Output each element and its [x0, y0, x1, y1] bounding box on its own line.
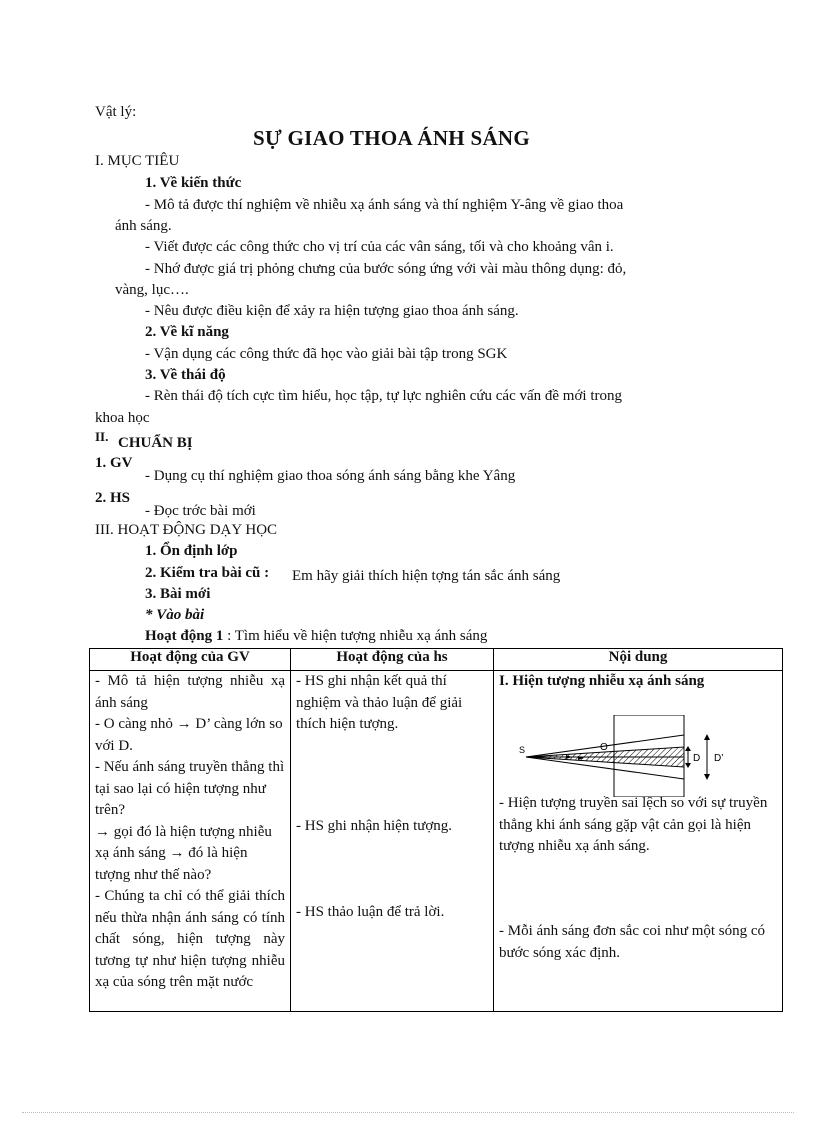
table-header-row: [90, 649, 783, 671]
knowledge-item-2: - Viết được các công thức cho vị trí của các vân sáng, tối và cho khoảng vân i.: [145, 239, 614, 255]
attitude-heading: 3. Về thái độ: [145, 367, 226, 383]
label-o: O: [600, 742, 608, 753]
footer-divider: [22, 1112, 794, 1113]
gv-label: 1. GV: [95, 455, 133, 471]
table-row: [90, 671, 783, 1012]
section-1-heading: I. MỤC TIÊU: [95, 153, 180, 169]
hs-prep-text: - Đọc trớc bài mới: [145, 503, 256, 519]
gv-item-3: - Nếu ánh sáng truyền thẳng thì tại sao lại có hiện tượng như trên?: [95, 759, 285, 818]
content-item-2: - Mỗi ánh sáng đơn sắc coi như một sóng có bước sóng xác định.: [499, 923, 766, 961]
section-3-heading: III. HOẠT ĐỘNG DẠY HỌC: [95, 522, 278, 538]
attitude-item-1-line2: khoa học: [95, 410, 150, 426]
skills-heading: 2. Về kĩ năng: [145, 324, 229, 340]
step-1: 1. Ổn định lớp: [145, 543, 238, 559]
step-2-text: Em hãy giải thích hiện tợng tán sắc ánh sáng: [292, 568, 561, 584]
knowledge-item-1-line1: - Mô tả được thí nghiệm về nhiễu xạ ánh sáng và thí nghiệm Y-âng về giao thoa: [145, 197, 624, 213]
knowledge-item-3-line1: - Nhớ được giá trị phỏng chưng của bước sóng ứng với vài màu thông dụng: đỏ,: [145, 261, 627, 277]
gv-item-2: - O càng nhỏ → D’ càng lớn so với D.: [95, 716, 283, 754]
activity-text: : Tìm hiểu về hiện tượng nhiễu xạ ánh sáng: [223, 628, 488, 644]
gv-item-1: - Mô tả hiện tượng nhiễu xạ ánh sáng: [95, 673, 285, 711]
diffraction-diagram: [518, 715, 748, 797]
activity-label: Hoạt động 1: [145, 628, 224, 644]
d-marker-bottom: [685, 763, 691, 768]
knowledge-heading: 1. Về kiến thức: [145, 175, 242, 191]
knowledge-item-4: - Nêu được điều kiện để xảy ra hiện tượng giao thoa ánh sáng.: [145, 303, 519, 319]
hs-item-3: - HS thảo luận để trả lời.: [296, 904, 445, 920]
step-2-label: 2. Kiểm tra bài cũ :: [145, 565, 270, 581]
hs-label: 2. HS: [95, 490, 131, 506]
knowledge-item-1-line2: ánh sáng.: [115, 218, 172, 234]
dprime-marker-top: [704, 734, 710, 740]
attitude-item-1-line1: - Rèn thái độ tích cực tìm hiểu, học tập, tự lực nghiên cứu các vấn đề mới trong: [145, 388, 622, 404]
header-hs: Hoạt động của hs: [291, 649, 494, 671]
gv-prep-text: - Dụng cụ thí nghiệm giao thoa sóng ánh sáng bằng khe Yâng: [145, 468, 516, 484]
gv-item-4: → gọi đó là hiện tượng nhiễu xạ ánh sáng → đó là hiện tượng như thế nào?: [95, 823, 272, 883]
section-2-heading: CHUẨN BỊ: [118, 435, 193, 451]
step-3: 3. Bài mới: [145, 586, 211, 602]
section-2-numeral: II.: [95, 429, 109, 444]
activity-table: [89, 648, 783, 1012]
content-item-1: - Hiện tượng truyền sai lệch so với sự truyền thẳng khi ánh sáng gặp vật cản gọi là hiện tượng nhiễu xạ ánh sáng.: [499, 795, 768, 854]
hs-item-1: - HS ghi nhận kết quả thí nghiệm và thảo luận để giải thích hiện tượng.: [296, 673, 463, 732]
label-d: D: [693, 753, 701, 764]
gv-cell: [90, 671, 291, 1012]
content-heading: I. Hiện tượng nhiễu xạ ánh sáng: [499, 673, 705, 689]
label-s: S: [519, 745, 526, 755]
knowledge-item-3-line2: vàng, lục….: [115, 282, 189, 298]
d-marker-top: [685, 746, 691, 751]
gv-item-5: - Chúng ta chỉ có thể giải thích nếu thừa nhận ánh sáng có tính chất sóng, hiện tượng này tương tự như hiện tượng nhiễu xạ của sóng trên mặt nước: [95, 888, 285, 990]
header-content: Nội dung: [494, 649, 783, 671]
subject-label: Vật lý:: [95, 104, 137, 120]
dprime-marker-bottom: [704, 774, 710, 780]
header-gv: Hoạt động của GV: [90, 649, 291, 671]
label-dprime: D’: [714, 753, 724, 764]
hs-item-2: - HS ghi nhận hiện tượng.: [296, 818, 453, 834]
hs-cell: [291, 671, 494, 1012]
skills-item-1: - Vận dụng các công thức đã học vào giải bài tập trong SGK: [145, 346, 508, 362]
activity-heading: [145, 628, 487, 645]
page-title: SỰ GIAO THOA ÁNH SÁNG: [253, 126, 531, 150]
content-cell: [494, 671, 783, 1012]
intro-label: * Vào bài: [145, 607, 205, 623]
